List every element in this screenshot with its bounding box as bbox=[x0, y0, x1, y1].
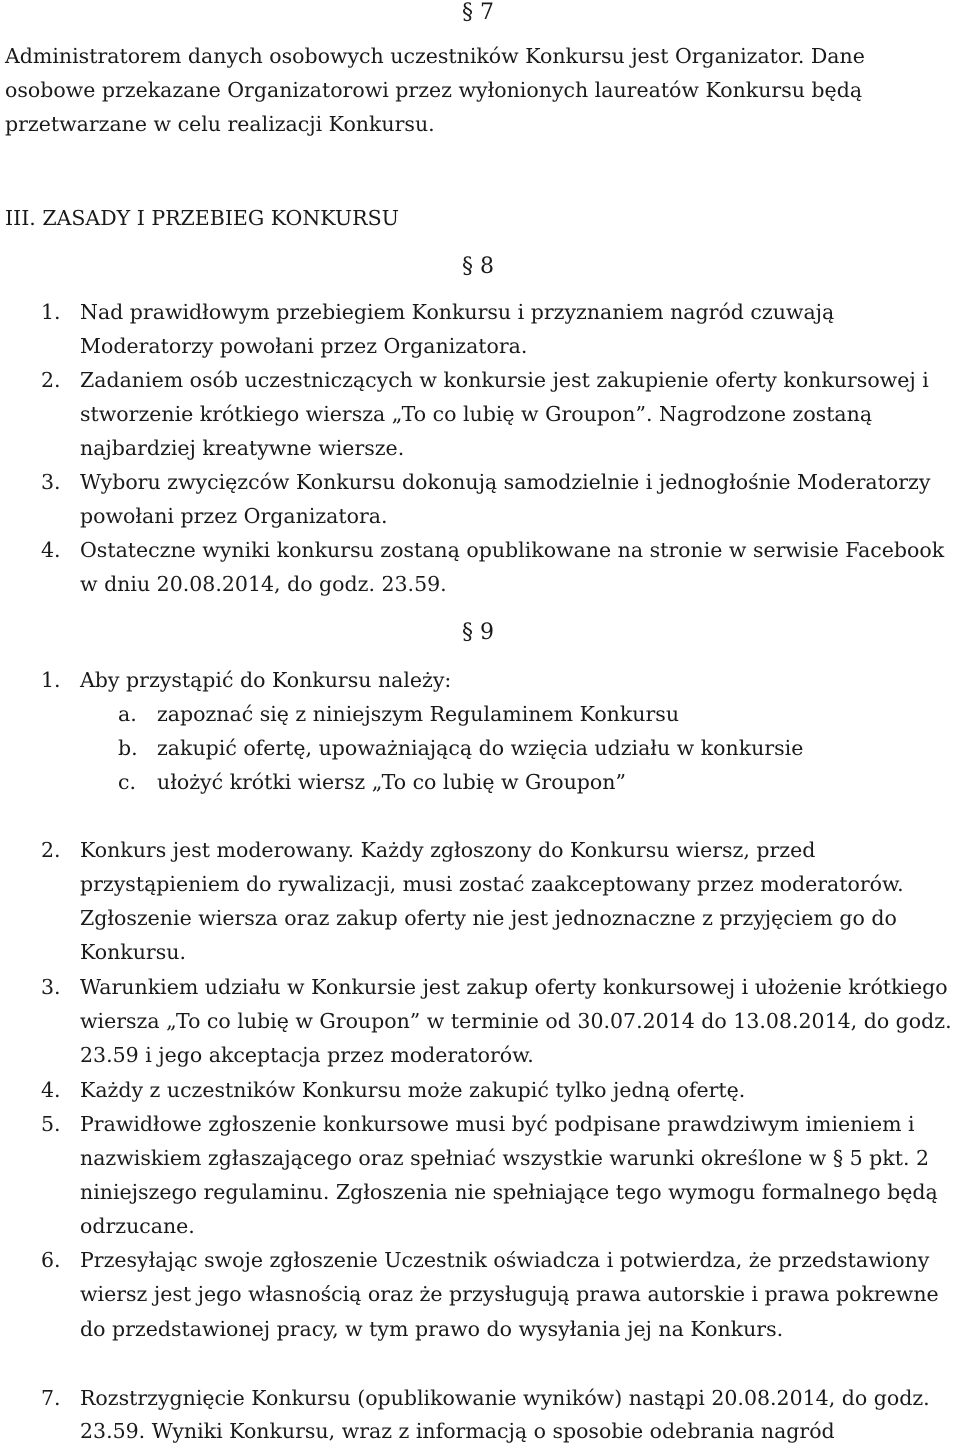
item-text: Prawidłowe zgłoszenie konkursowe musi być podpisane prawdziwym imieniem i nazwiskiem zgłaszającego oraz spełniać wszystkie warunki określone w § 5 pkt. 2 niniejszego regulaminu. Zgłoszenia nie spełniające tego wymogu formalnego będą odrzucane. bbox=[80, 1111, 938, 1239]
list-item bbox=[5, 1073, 957, 1107]
item-letter: c. bbox=[118, 770, 136, 794]
list-item bbox=[5, 663, 957, 697]
section-9-item-2 bbox=[5, 833, 957, 969]
item-text: Nad prawidłowym przebiegiem Konkursu i przyznaniem nagród czuwają Moderatorzy powołani przez Organizatora. bbox=[80, 300, 835, 358]
sub-list-item bbox=[5, 731, 957, 765]
item-text: zakupić ofertę, upoważniającą do wzięcia udziału w konkursie bbox=[157, 736, 804, 760]
section-8-heading: § 8 bbox=[462, 254, 494, 279]
section-9-item-6 bbox=[5, 1243, 957, 1346]
item-text: Każdy z uczestników Konkursu może zakupić tylko jedną ofertę. bbox=[80, 1077, 746, 1102]
item-number: 4. bbox=[41, 538, 61, 562]
item-number: 1. bbox=[41, 668, 61, 692]
item-text: Wyboru zwycięzców Konkursu dokonują samodzielnie i jednogłośnie Moderatorzy powołani przez Organizatora. bbox=[80, 470, 931, 528]
list-item bbox=[5, 363, 957, 465]
item-text: Warunkiem udziału w Konkursie jest zakup oferty konkursowej i ułożenie krótkiego wiersza „To co lubię w Groupon” w terminie od 30.07.2014 do 13.08.2014, do godz. 23.59 i jego akceptacja przez moderatorów. bbox=[80, 975, 952, 1068]
item-text: zapoznać się z niniejszym Regulaminem Konkursu bbox=[157, 702, 680, 726]
item-number: 1. bbox=[41, 300, 61, 324]
item-letter: a. bbox=[118, 702, 137, 726]
item-text: Aby przystąpić do Konkursu należy: bbox=[80, 668, 452, 692]
item-text: Przesyłając swoje zgłoszenie Uczestnik oświadcza i potwierdza, że przedstawiony wiersz jest jego własnością oraz że przysługują prawa autorskie i prawa pokrewne do przedstawionej pracy, w tym prawo do wysyłania jej na Konkurs. bbox=[80, 1248, 939, 1341]
section-9-items-3-5 bbox=[5, 970, 957, 1244]
sub-list-item bbox=[5, 697, 957, 731]
section-9-heading: § 9 bbox=[462, 620, 494, 645]
sub-list-item bbox=[5, 765, 957, 799]
list-item bbox=[5, 1243, 957, 1346]
list-item bbox=[5, 833, 957, 969]
item-text: Konkurs jest moderowany. Każdy zgłoszony do Konkursu wiersz, przed przystąpieniem do rywalizacji, musi zostać zaakceptowany przez moderatorów. Zgłoszenie wiersza oraz zakup oferty nie jest jednoznaczne z przyjęciem go do Konkursu. bbox=[80, 838, 904, 964]
item-text: Ostateczne wyniki konkursu zostaną opublikowane na stronie w serwisie Facebook w dniu 20.08.2014, do godz. 23.59. bbox=[80, 538, 945, 596]
item-number: 2. bbox=[41, 838, 61, 862]
chapter-iii-heading: III. ZASADY I PRZEBIEG KONKURSU bbox=[5, 206, 399, 230]
list-item bbox=[5, 295, 957, 363]
item-number: 5. bbox=[41, 1111, 61, 1136]
list-item bbox=[5, 1382, 957, 1448]
section-9-sublist bbox=[5, 697, 957, 799]
item-number: 3. bbox=[41, 975, 61, 999]
item-letter: b. bbox=[118, 736, 138, 760]
list-item bbox=[5, 970, 957, 1073]
item-number: 4. bbox=[41, 1077, 61, 1102]
item-number: 3. bbox=[41, 470, 61, 494]
section-9-item-7 bbox=[5, 1382, 957, 1448]
section-9-first-item bbox=[5, 663, 957, 697]
list-item bbox=[5, 1107, 957, 1244]
item-text: Rozstrzygnięcie Konkursu (opublikowanie wyników) nastąpi 20.08.2014, do godz. 23.59. Wyniki Konkursu, wraz z informacją o sposobie odebrania nagród bbox=[80, 1386, 930, 1443]
item-number: 2. bbox=[41, 368, 61, 392]
list-item bbox=[5, 533, 957, 601]
item-number: 6. bbox=[41, 1248, 61, 1272]
section-7-heading: § 7 bbox=[462, 0, 494, 25]
data-administrator-paragraph: Administratorem danych osobowych uczestników Konkursu jest Organizator. Dane osobowe przekazane Organizatorowi przez wyłonionych laureatów Konkursu będą przetwarzane w celu realizacji Konkursu. bbox=[5, 44, 865, 136]
item-text: Zadaniem osób uczestniczących w konkursie jest zakupienie oferty konkursowej i stworzenie krótkiego wiersza „To co lubię w Groupon”. Nagrodzone zostaną najbardziej kreatywne wiersze. bbox=[80, 368, 929, 460]
list-item bbox=[5, 465, 957, 533]
item-number: 7. bbox=[41, 1386, 61, 1410]
item-text: ułożyć krótki wiersz „To co lubię w Groupon” bbox=[157, 770, 626, 794]
section-8-list bbox=[5, 295, 957, 601]
